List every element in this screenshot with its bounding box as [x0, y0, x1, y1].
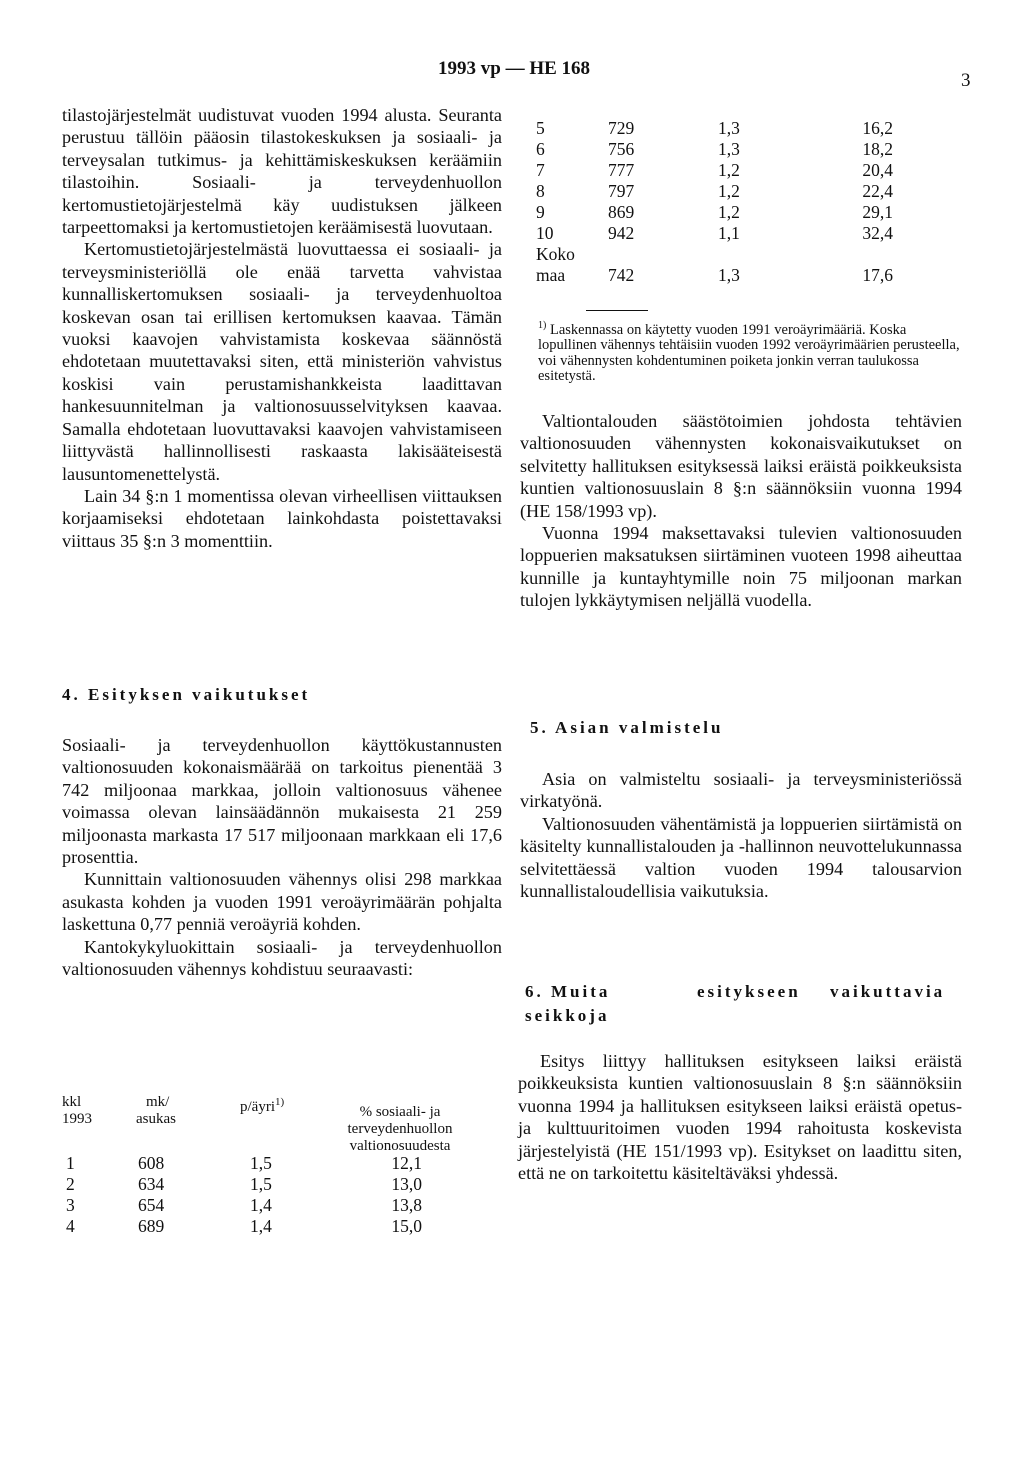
table-row: [536, 160, 893, 181]
cell: 797: [608, 181, 635, 201]
cell: 17,6: [862, 265, 893, 285]
cell: 634: [138, 1174, 165, 1194]
cell: 2: [66, 1174, 75, 1194]
cell: 1,4: [250, 1195, 272, 1215]
paragraph: Vuonna 1994 maksettavaksi tulevien valtionosuuden loppuerien maksatuksen siirtäminen vuoteen 1998 aiheuttaa kunnille ja kuntayhtymille noin 75 miljoonan markan tulojen lykkäytymisen neljällä vuodella.: [520, 523, 962, 611]
paragraph: Valtiontalouden säästötoimien johdosta tehtävien valtionosuuden vähennysten kokonaisvaikutukset on selvitetty hallituksen esityksessä laiksi eräistä poikkeuksista kuntien valtionosuuslain 8 §:n säännöksiin vuonna 1994 (HE 158/1993 vp).: [520, 411, 962, 521]
cell: 729: [608, 118, 635, 138]
cell: 7: [536, 160, 545, 180]
paragraph: Esitys liittyy hallituksen esitykseen laiksi eräistä poikkeuksista kuntien valtionosuuslain 8 §:n säännöksiin vuonna 1994 ja hallituksen esitykseen laiksi eräistä opetus- ja kulttuuritoimen vuoden 1994 rahoitusta koskevista järjestelyistä (HE 151/1993 vp). Esitykset on laadittu siten, että ne on tarkoitettu käsiteltäväksi yhdessä.: [518, 1051, 962, 1184]
table-header-payri: [240, 1094, 284, 1116]
cell: 32,4: [862, 223, 893, 243]
cell: 1,2: [718, 202, 740, 222]
section-4-heading: 4. Esityksen vaikutukset: [62, 685, 311, 704]
cell: 13,0: [391, 1174, 422, 1194]
table-row: [536, 223, 893, 244]
paragraph: Asia on valmisteltu sosiaali- ja terveysministeriössä virkatyönä.: [520, 769, 962, 812]
cell: 4: [66, 1216, 75, 1236]
cell: 18,2: [862, 139, 893, 159]
footnote-mark: 1): [538, 320, 547, 331]
page-header: [0, 58, 1024, 91]
table-row: [60, 1153, 422, 1174]
right-column-top: [520, 410, 962, 612]
header-kkl: kkl: [62, 1094, 82, 1110]
cell: 8: [536, 181, 545, 201]
table-row: [60, 1216, 422, 1237]
cell: maa: [536, 265, 566, 285]
table-row: [536, 244, 893, 265]
cell: 3: [66, 1195, 75, 1215]
header-mk2: asukas: [136, 1111, 176, 1127]
cell: 1,3: [718, 265, 740, 285]
cell: 1,2: [718, 181, 740, 201]
cell: 12,1: [391, 1153, 422, 1173]
table-row: [60, 1195, 422, 1216]
page-number: 3: [961, 70, 971, 91]
cell: 1,5: [250, 1174, 272, 1194]
cell: 1,1: [718, 223, 740, 243]
cell: 756: [608, 139, 635, 159]
paragraph: Kertomustietojärjestelmästä luovuttaessa ei sosiaali- ja terveysministeriöllä ole enää tarvetta vahvistaa kunnalliskertomuksen sosiaali- ja terveydenhuoltoa koskevan osan tai erillisen kertomuksen kaavaa. Tämän vuoksi kaavojen vahvistamista koskevaa säännöstä ehdotetaan muutettavaksi siten, että ministeriön vahvistus koskisi vain perustamishankkeista laadittavan hankesuunnitelman ja valtionosuusselvityksen kaavaa. Samalla ehdotetaan luovuttavaksi kaavojen vahvistamiseen liittyvästä hallinnollisesti raskaasta lakisääteisestä lausuntomenettelystä.: [62, 239, 502, 484]
cell: 13,8: [391, 1195, 422, 1215]
cell: 654: [138, 1195, 165, 1215]
table-row: [536, 181, 893, 202]
paragraph: Sosiaali- ja terveydenhuollon käyttökustannusten valtionosuuden kokonaismäärää on tarkoitus pienentää 3 742 miljoonaa markkaa, jolloin valtionosuus vähenee voimassa olevan lainsäädännön mukaisesta 21 259 miljoonasta markasta 17 517 miljoonaan markkaan eli 17,6 prosenttia.: [62, 735, 502, 868]
cell: 1,4: [250, 1216, 272, 1236]
table-row: [536, 118, 893, 139]
cell: 1,3: [718, 139, 740, 159]
table-header-pct: [320, 1104, 480, 1155]
header-mk: mk/: [146, 1094, 170, 1110]
cell: 9: [536, 202, 545, 222]
cell: 15,0: [391, 1216, 422, 1236]
right-column-section6: [518, 1050, 962, 1184]
heading-word: 6. Muita: [525, 982, 611, 1001]
paragraph: tilastojärjestelmät uudistuvat vuoden 1994 alusta. Seuranta perustuu tällöin pääosin tilastokeskuksen ja sosiaali- ja terveysalan tutkimus- ja kehittämiskeskuksen keräämiin tilastoihin. Sosiaali- ja terveydenhuollon kertomustietojärjestelmä käy uudistuksen jälkeen tarpeettomaksi ja kertomustietojen keräämisestä luovutaan.: [62, 105, 502, 238]
header-kkl-year: 1993: [62, 1111, 92, 1127]
footnote-divider: [586, 310, 648, 311]
heading-word: esitykseen: [697, 982, 801, 1001]
data-table-left: [60, 1153, 422, 1237]
cell: 1,2: [718, 160, 740, 180]
paragraph: Kunnittain valtionosuuden vähennys olisi 298 markkaa asukasta kohden ja vuoden 1991 veroäyrimäärän pohjalta laskettuna 0,77 penniä veroäyriä kohden.: [62, 869, 502, 935]
cell: 1,5: [250, 1153, 272, 1173]
header-pct-line3: valtionosuudesta: [349, 1138, 451, 1154]
cell: 742: [608, 265, 635, 285]
right-column-section5: [520, 768, 962, 902]
heading-word: seikkoja: [525, 1006, 610, 1025]
cell: 5: [536, 118, 545, 138]
data-table-right: [536, 118, 893, 286]
table-header-kkl: [62, 1094, 92, 1128]
table-footnote: [538, 318, 968, 385]
table-row-total: [536, 265, 893, 286]
left-column-section4: [62, 734, 502, 980]
cell: 22,4: [862, 181, 893, 201]
table-row: [536, 139, 893, 160]
cell: 10: [536, 223, 554, 243]
table-header-mk: [136, 1094, 176, 1128]
table-row: [60, 1174, 422, 1195]
header-payri: p/äyri: [240, 1099, 275, 1115]
cell: 777: [608, 160, 635, 180]
left-column-top: [62, 104, 502, 552]
cell: 869: [608, 202, 635, 222]
document-title: 1993 vp — HE 168: [438, 58, 591, 79]
cell: 29,1: [862, 202, 893, 222]
heading-word: vaikuttavia: [830, 982, 946, 1001]
footnote-ref: 1): [275, 1096, 285, 1108]
cell: 1: [66, 1153, 75, 1173]
header-pct-line2: terveydenhuollon: [347, 1121, 453, 1137]
header-pct-line1: % sosiaali- ja: [359, 1104, 441, 1120]
paragraph: Lain 34 §:n 1 momentissa olevan virheellisen viittauksen korjaamiseksi ehdotetaan lainkohdasta poistettavaksi viittaus 35 §:n 3 momenttiin.: [62, 485, 502, 551]
cell: 6: [536, 139, 545, 159]
cell: 689: [138, 1216, 165, 1236]
cell: 16,2: [862, 118, 893, 138]
paragraph: Kantokykyluokittain sosiaali- ja terveydenhuollon valtionosuuden vähennys kohdistuu seuraavasti:: [62, 936, 502, 980]
table-row: [536, 202, 893, 223]
cell: 608: [138, 1153, 165, 1173]
cell: 1,3: [718, 118, 740, 138]
section-5-heading: 5. Asian valmistelu: [530, 718, 724, 737]
cell: Koko: [536, 244, 575, 264]
footnote-text: Laskennassa on käytetty vuoden 1991 veroäyrimääriä. Koska lopullinen vähennys tehtäisiin vuoden 1992 veroäyrimäärien perusteella, voi vähennysten kohdentuminen poiketa jonkin verran taulukossa esitetystä.: [538, 321, 960, 385]
cell: 942: [608, 223, 635, 243]
paragraph: Valtionosuuden vähentämistä ja loppuerien siirtämistä on käsitelty kunnallistalouden ja -hallinnon neuvottelukunnassa selvitettäessä valtion vuoden 1994 talousarvion kunnallistaloudellisia vaikutuksia.: [520, 813, 962, 902]
cell: 20,4: [862, 160, 893, 180]
